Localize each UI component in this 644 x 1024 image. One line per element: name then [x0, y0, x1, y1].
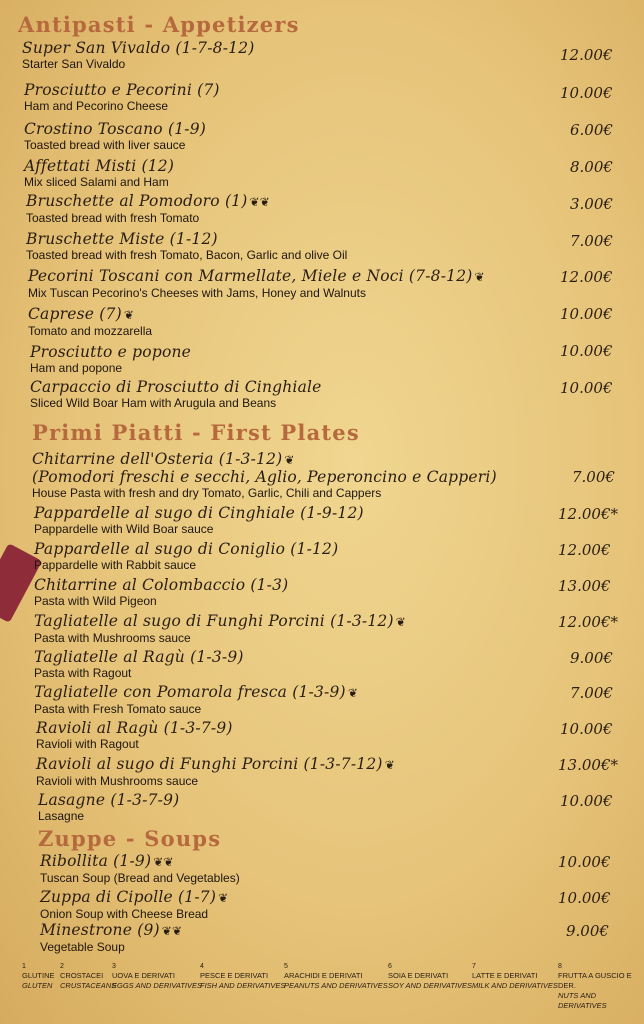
vegetarian-leaf-icon: ❦ — [474, 270, 485, 284]
item-desc: Pappardelle with Wild Boar sauce — [34, 522, 214, 536]
section-title-zuppe: Zuppe - Soups — [38, 826, 222, 851]
menu-item — [32, 451, 497, 500]
item-price: 10.00€ — [558, 853, 611, 871]
item-name: Ravioli al sugo di Funghi Porcini (1-3-7-12) — [36, 755, 383, 773]
menu-item — [34, 577, 288, 608]
menu-item — [38, 792, 179, 823]
legend-entry: 7 LATTE E DERIVATI MILK AND DERIVATIVES — [472, 963, 558, 990]
item-name: Tagliatelle con Pomarola fresca (1-3-9) — [34, 683, 346, 701]
item-price: 12.00€ — [558, 541, 611, 559]
item-name: Pecorini Toscani con Marmellate, Miele e Noci (7-8-12) — [28, 267, 473, 285]
item-name: Crostino Toscano (1-9) — [24, 120, 207, 138]
vegetarian-leaf-icon: ❦ — [123, 308, 135, 322]
vegetarian-leaf-icon: ❦ — [384, 758, 395, 772]
item-price: 10.00€ — [560, 720, 613, 738]
section-title-primi: Primi Piatti - First Plates — [32, 420, 360, 445]
item-desc: Onion Soup with Cheese Bread — [40, 907, 209, 921]
legend-entry: 2 CROSTACEI CRUSTACEANS — [60, 963, 117, 990]
item-name: Carpaccio di Prosciutto di Cinghiale — [30, 378, 322, 396]
item-name-ingredients: (Pomodori freschi e secchi, Aglio, Peperoncino e Capperi) — [32, 468, 497, 486]
item-desc: Pappardelle with Rabbit sauce — [34, 558, 197, 572]
legend-entry: 4 PESCE E DERIVATI FISH AND DERIVATIVES — [200, 963, 286, 990]
item-price: 9.00€ — [566, 922, 609, 940]
menu-item — [34, 505, 364, 536]
item-price: 13.00€* — [558, 756, 618, 774]
item-desc: Starter San Vivaldo — [22, 57, 126, 71]
item-name: Bruschette Miste (1-12) — [26, 230, 218, 248]
item-name: Ravioli al Ragù (1-3-7-9) — [36, 719, 233, 737]
legend-entry: 1 GLUTINE GLUTEN — [22, 963, 55, 990]
item-name: Ribollita (1-9) — [40, 852, 152, 870]
vegetarian-leaf-icon: ❦ — [284, 453, 295, 467]
menu-item — [26, 193, 270, 225]
legend-entry: 8 FRUTTA A GUSCIO E DER. NUTS AND DERIVATIVES — [558, 963, 632, 1010]
item-price: 7.00€ — [570, 232, 613, 250]
item-name: Chitarrine dell'Osteria (1-3-12) — [32, 450, 283, 468]
vegetarian-leaf-icon: ❦❦ — [161, 924, 183, 938]
section-title-antipasti: Antipasti - Appetizers — [18, 12, 300, 37]
item-price: 7.00€ — [572, 468, 615, 486]
menu-item — [30, 379, 322, 410]
vegetarian-leaf-icon: ❦ — [218, 891, 229, 905]
item-price: 12.00€ — [560, 46, 613, 64]
menu-item — [28, 306, 152, 338]
menu-item — [28, 268, 485, 300]
item-name: Pappardelle al sugo di Coniglio (1-12) — [34, 540, 339, 558]
item-desc: Tuscan Soup (Bread and Vegetables) — [40, 871, 240, 885]
menu-item — [30, 344, 191, 375]
item-name: Minestrone (9) — [40, 921, 160, 939]
item-price: 12.00€* — [558, 505, 618, 523]
item-desc: Pasta with Fresh Tomato sauce — [34, 702, 202, 716]
item-desc: Pasta with Mushrooms sauce — [34, 631, 191, 645]
item-price: 10.00€ — [560, 305, 613, 323]
item-name: Pappardelle al sugo di Cinghiale (1-9-12) — [34, 504, 364, 522]
item-price: 8.00€ — [570, 158, 613, 176]
item-name: Chitarrine al Colombaccio (1-3) — [34, 576, 289, 594]
legend-entry: 5 ARACHIDI E DERIVATI PEANUTS AND DERIVATIVES — [284, 963, 388, 990]
item-name: Lasagne (1-3-7-9) — [38, 791, 180, 809]
vegetarian-leaf-icon: ❦ — [347, 686, 359, 700]
item-price: 6.00€ — [570, 121, 613, 139]
menu-item — [34, 684, 358, 716]
item-desc: Toasted bread with liver sauce — [24, 138, 186, 152]
item-name: Tagliatelle al sugo di Funghi Porcini (1-3-12) — [34, 612, 394, 630]
item-price: 10.00€ — [560, 342, 613, 360]
menu-item — [34, 613, 406, 645]
menu-item — [22, 40, 255, 71]
item-desc: Sliced Wild Boar Ham with Arugula and Beans — [30, 396, 277, 410]
item-desc: Mix Tuscan Pecorino's Cheeses with Jams, Honey and Walnuts — [28, 286, 366, 300]
menu-item — [24, 158, 174, 189]
item-desc: Ravioli with Mushrooms sauce — [36, 774, 199, 788]
vegetarian-leaf-icon: ❦❦ — [153, 855, 174, 869]
item-name: Prosciutto e Pecorini (7) — [24, 81, 220, 99]
menu-item — [36, 720, 233, 751]
item-name: Affettati Misti (12) — [24, 157, 175, 175]
item-price: 10.00€ — [560, 792, 613, 810]
legend-entry: 3 UOVA E DERIVATI EGGS AND DERIVATIVES — [112, 963, 203, 990]
item-desc: Vegetable Soup — [40, 940, 125, 954]
vegetarian-leaf-icon: ❦ — [395, 615, 406, 629]
item-desc: House Pasta with fresh and dry Tomato, Garlic, Chili and Cappers — [32, 486, 382, 500]
item-price: 7.00€ — [570, 684, 613, 702]
menu-item — [36, 756, 395, 788]
item-name: Bruschette al Pomodoro (1) — [26, 192, 248, 210]
item-desc: Ham and Pecorino Cheese — [24, 99, 169, 113]
item-price: 10.00€ — [560, 379, 613, 397]
item-price: 10.00€ — [558, 889, 611, 907]
item-price: 3.00€ — [570, 195, 613, 213]
item-desc: Lasagne — [38, 809, 85, 823]
item-price: 9.00€ — [570, 649, 613, 667]
item-name: Prosciutto e popone — [30, 343, 192, 361]
item-desc: Tomato and mozzarella — [28, 324, 153, 338]
item-price: 10.00€ — [560, 84, 613, 102]
item-name: Zuppa di Cipolle (1-7) — [40, 888, 217, 906]
menu-item — [34, 649, 244, 680]
menu-item — [40, 922, 182, 954]
menu-item — [40, 853, 240, 885]
menu-item — [24, 82, 220, 113]
item-name: Caprese (7) — [28, 305, 122, 323]
menu-item — [26, 231, 347, 262]
item-desc: Toasted bread with fresh Tomato — [26, 211, 200, 225]
menu-item — [40, 889, 228, 921]
item-desc: Toasted bread with fresh Tomato, Bacon, Garlic and olive Oil — [26, 248, 348, 262]
item-desc: Ham and popone — [30, 361, 123, 375]
item-price: 12.00€* — [558, 613, 618, 631]
legend-entry: 6 SOIA E DERIVATI SOY AND DERIVATIVES — [388, 963, 473, 990]
item-desc: Pasta with Wild Pigeon — [34, 594, 157, 608]
item-desc: Pasta with Ragout — [34, 666, 132, 680]
item-desc: Ravioli with Ragout — [36, 737, 139, 751]
vegetarian-leaf-icon: ❦❦ — [249, 195, 271, 209]
item-name: Super San Vivaldo (1-7-8-12) — [22, 39, 255, 57]
item-desc: Mix sliced Salami and Ham — [24, 175, 169, 189]
menu-item — [34, 541, 338, 572]
menu-item — [24, 121, 206, 152]
item-price: 13.00€ — [558, 577, 611, 595]
item-name: Tagliatelle al Ragù (1-3-9) — [34, 648, 244, 666]
item-price: 12.00€ — [560, 268, 613, 286]
